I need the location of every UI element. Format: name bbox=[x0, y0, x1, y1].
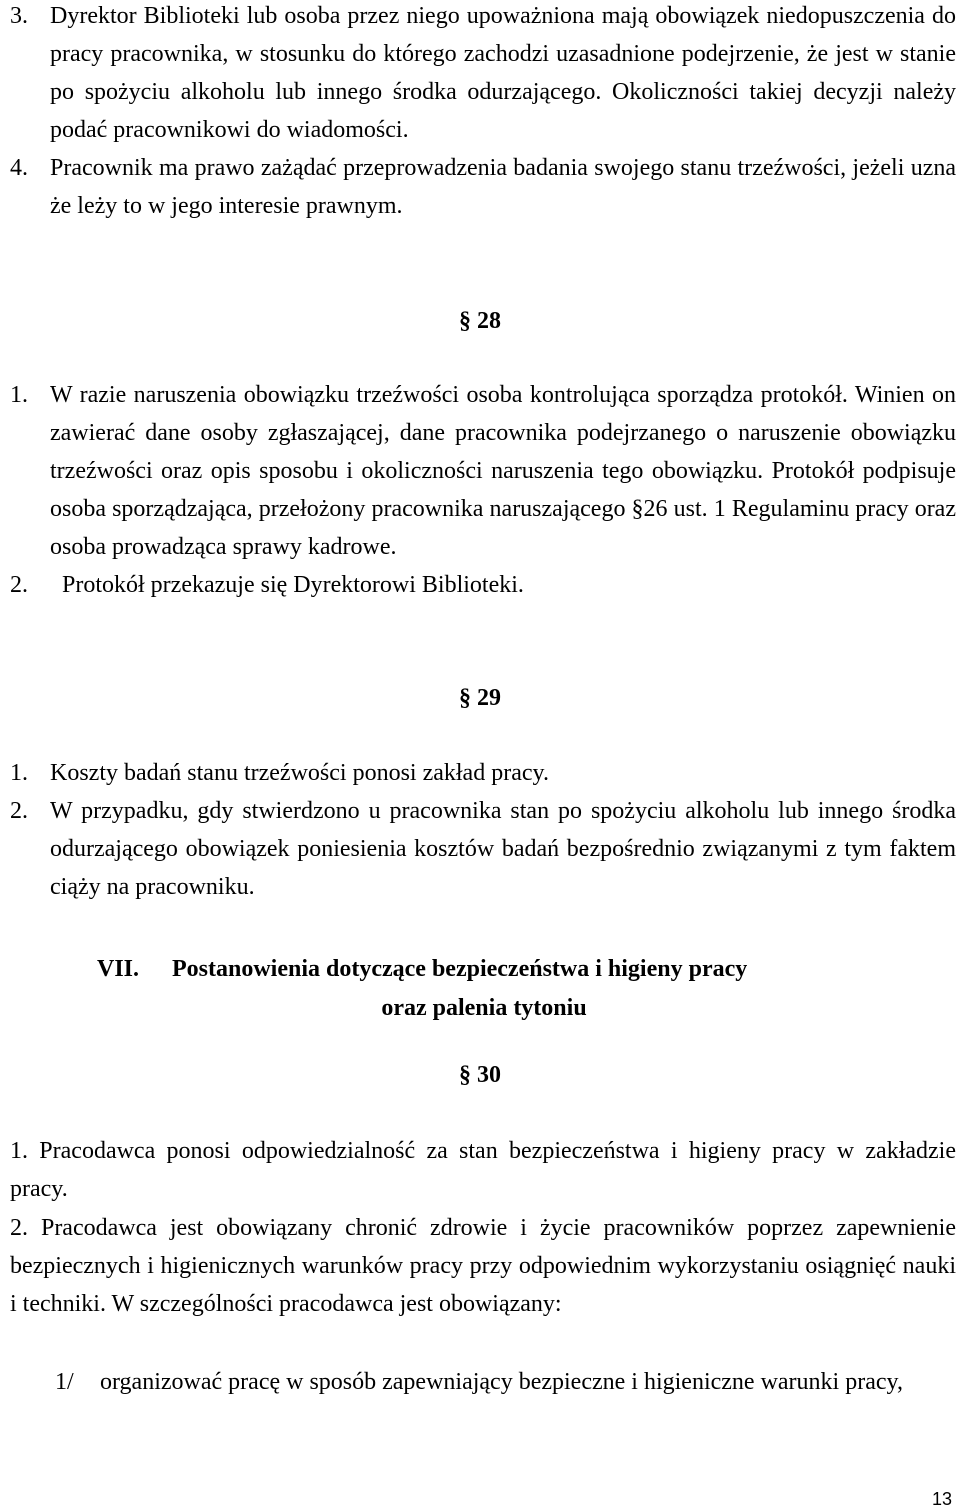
list-item bbox=[10, 376, 956, 566]
paragraph-30-heading: § 30 bbox=[459, 1062, 501, 1088]
list-item bbox=[10, 754, 956, 792]
paragraph-30-point-1: 1. Pracodawca ponosi odpowiedzialność za stan bezpieczeństwa i higieny pracy w zakładzie pracy. bbox=[10, 1138, 956, 1202]
item-number: 4. bbox=[10, 155, 28, 181]
list-item bbox=[10, 566, 956, 604]
item-number: 2. bbox=[10, 798, 28, 824]
item-text: Koszty badań stanu trzeźwości ponosi zakład pracy. bbox=[50, 760, 549, 786]
list-item bbox=[10, 149, 956, 225]
paragraph-30-point-2: 2. Pracodawca jest obowiązany chronić zdrowie i życie pracowników poprzez zapewnienie bezpiecznych i higienicznych warunków pracy przy odpowiednim wykorzystaniu osiągnięć nauki i techniki. W szczególności pracodawca jest obowiązany: bbox=[10, 1215, 956, 1317]
item-text: Pracownik ma prawo zażądać przeprowadzenia badania swojego stanu trzeźwości, jeżeli uzna że leży to w jego interesie prawnym. bbox=[50, 155, 956, 219]
item-text: organizować pracę w sposób zapewniający bezpieczne i higieniczne warunki pracy, bbox=[100, 1369, 903, 1395]
item-number: 3. bbox=[10, 3, 28, 29]
section-title-line1: Postanowienia dotyczące bezpieczeństwa i higieny pracy bbox=[172, 956, 748, 982]
paragraph-29-heading: § 29 bbox=[459, 685, 501, 711]
paragraph-29-body bbox=[10, 754, 956, 906]
item-text: W razie naruszenia obowiązku trzeźwości osoba kontrolująca sporządza protokół. Winien on zawierać dane osoby zgłaszającej, dane pracownika podejrzanego o naruszenie obowiązku trzeźwości oraz opis sposobu i okoliczności naruszenia tego obowiązku. Protokół podpisuje osoba sporządzająca, przełożony pracownika naruszającego §26 ust. 1 Regulaminu pracy oraz osoba prowadząca sprawy kadrowe. bbox=[50, 382, 956, 560]
section-title-line2: oraz palenia tytoniu bbox=[381, 995, 587, 1021]
item-number: 1/ bbox=[55, 1369, 74, 1395]
paragraph-30-subitem bbox=[55, 1363, 956, 1401]
item-number: 1. bbox=[10, 760, 28, 786]
page-number: 13 bbox=[931, 1489, 952, 1509]
item-number: 2. bbox=[10, 572, 28, 598]
item-list-top bbox=[10, 0, 956, 225]
item-text: Protokół przekazuje się Dyrektorowi Biblioteki. bbox=[62, 572, 524, 598]
paragraph-28-body bbox=[10, 376, 956, 604]
section-number: VII. bbox=[97, 956, 140, 982]
item-text: W przypadku, gdy stwierdzono u pracownika stan po spożyciu alkoholu lub innego środka odurzającego obowiązek poniesienia kosztów badań bezpośrednio związanymi z tym faktem ciąży na pracowniku. bbox=[50, 798, 956, 900]
paragraph-28-heading: § 28 bbox=[459, 308, 501, 334]
item-text: Dyrektor Biblioteki lub osoba przez niego upoważniona mają obowiązek niedopuszczenia do pracy pracownika, w stosunku do którego zachodzi uzasadnione podejrzenie, że jest w stanie po spożyciu alkoholu lub innego środka odurzającego. Okoliczności takiej decyzji należy podać pracownikowi do wiadomości. bbox=[50, 3, 956, 143]
list-item bbox=[10, 0, 956, 149]
item-number: 1. bbox=[10, 382, 28, 408]
list-item bbox=[55, 1363, 956, 1401]
list-item bbox=[10, 792, 956, 906]
